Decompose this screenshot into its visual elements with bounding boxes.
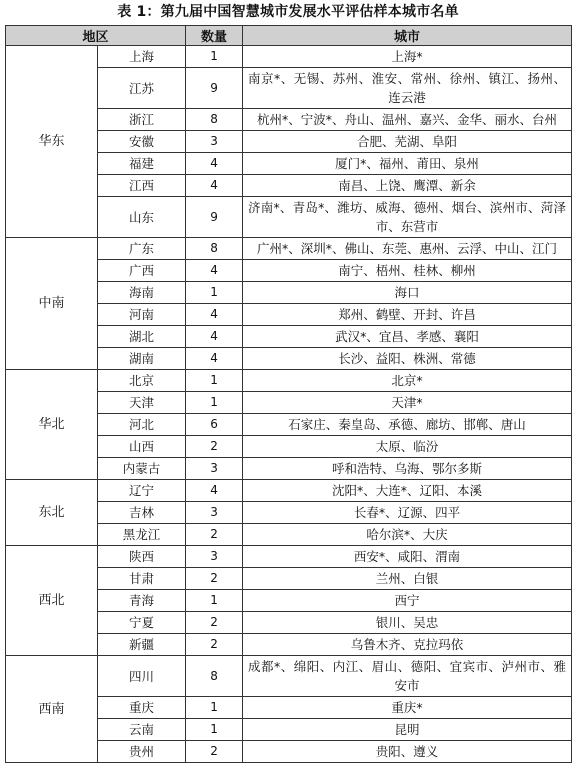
cities-cell: 哈尔滨*、大庆 [243,524,572,546]
cities-cell: 长春*、辽源、四平 [243,502,572,524]
header-region: 地区 [6,26,186,46]
region-cell: 华东 [6,46,98,238]
table-title: 表 1：第九届中国智慧城市发展水平评估样本城市名单 [117,4,459,20]
cities-cell: 石家庄、秦皇岛、承德、廊坊、邯郸、唐山 [243,414,572,436]
count-cell: 1 [186,282,243,304]
cities-cell: 贵阳、遵义 [243,741,572,763]
province-cell: 黑龙江 [98,524,186,546]
count-cell: 3 [186,458,243,480]
province-cell: 湖南 [98,348,186,370]
cities-cell: 银川、吴忠 [243,612,572,634]
table-row [6,656,572,697]
region-cell: 中南 [6,238,98,370]
cities-cell: 昆明 [243,719,572,741]
count-cell: 6 [186,414,243,436]
cities-cell: 乌鲁木齐、克拉玛依 [243,634,572,656]
province-cell: 安徽 [98,131,186,153]
province-cell: 山西 [98,436,186,458]
count-cell: 4 [186,175,243,197]
province-cell: 四川 [98,656,186,697]
table-header-row [6,26,572,46]
count-cell: 2 [186,634,243,656]
cities-cell: 海口 [243,282,572,304]
cities-cell: 兰州、白银 [243,568,572,590]
table-row [6,370,572,392]
table-row [6,546,572,568]
province-cell: 浙江 [98,109,186,131]
province-cell: 湖北 [98,326,186,348]
count-cell: 2 [186,612,243,634]
province-cell: 广西 [98,260,186,282]
province-cell: 河北 [98,414,186,436]
province-cell: 新疆 [98,634,186,656]
count-cell: 2 [186,524,243,546]
province-cell: 上海 [98,46,186,68]
count-cell: 4 [186,304,243,326]
cities-cell: 武汉*、宜昌、孝感、襄阳 [243,326,572,348]
province-cell: 宁夏 [98,612,186,634]
count-cell: 2 [186,741,243,763]
count-cell: 8 [186,109,243,131]
table-body [6,46,572,763]
city-list-table [5,25,572,763]
cities-cell: 广州*、深圳*、佛山、东莞、惠州、云浮、中山、江门 [243,238,572,260]
cities-cell: 呼和浩特、乌海、鄂尔多斯 [243,458,572,480]
cities-cell: 沈阳*、大连*、辽阳、本溪 [243,480,572,502]
header-count: 数量 [186,26,243,46]
province-cell: 青海 [98,590,186,612]
province-cell: 江西 [98,175,186,197]
table-row [6,480,572,502]
cities-cell: 天津* [243,392,572,414]
count-cell: 1 [186,392,243,414]
province-cell: 重庆 [98,697,186,719]
cities-cell: 厦门*、福州、莆田、泉州 [243,153,572,175]
cities-cell: 成都*、绵阳、内江、眉山、德阳、宜宾市、泸州市、雅安市 [243,656,572,697]
cities-cell: 西宁 [243,590,572,612]
count-cell: 3 [186,546,243,568]
region-cell: 华北 [6,370,98,480]
cities-cell: 南宁、梧州、桂林、柳州 [243,260,572,282]
count-cell: 4 [186,480,243,502]
count-cell: 2 [186,568,243,590]
cities-cell: 南昌、上饶、鹰潭、新余 [243,175,572,197]
count-cell: 1 [186,46,243,68]
count-cell: 1 [186,697,243,719]
table-row [6,238,572,260]
cities-cell: 西安*、咸阳、渭南 [243,546,572,568]
province-cell: 海南 [98,282,186,304]
cities-cell: 杭州*、宁波*、舟山、温州、嘉兴、金华、丽水、台州 [243,109,572,131]
region-cell: 西北 [6,546,98,656]
count-cell: 1 [186,370,243,392]
province-cell: 福建 [98,153,186,175]
province-cell: 天津 [98,392,186,414]
count-cell: 4 [186,348,243,370]
cities-cell: 长沙、益阳、株洲、常德 [243,348,572,370]
count-cell: 9 [186,197,243,238]
province-cell: 吉林 [98,502,186,524]
province-cell: 贵州 [98,741,186,763]
province-cell: 河南 [98,304,186,326]
cities-cell: 重庆* [243,697,572,719]
province-cell: 甘肃 [98,568,186,590]
province-cell: 北京 [98,370,186,392]
count-cell: 2 [186,436,243,458]
province-cell: 陕西 [98,546,186,568]
count-cell: 4 [186,153,243,175]
province-cell: 辽宁 [98,480,186,502]
count-cell: 4 [186,326,243,348]
province-cell: 云南 [98,719,186,741]
header-cities: 城市 [243,26,572,46]
province-cell: 广东 [98,238,186,260]
count-cell: 3 [186,131,243,153]
count-cell: 1 [186,719,243,741]
cities-cell: 合肥、芜湖、阜阳 [243,131,572,153]
cities-cell: 济南*、青岛*、潍坊、威海、德州、烟台、滨州市、菏泽市、东营市 [243,197,572,238]
province-cell: 江苏 [98,68,186,109]
cities-cell: 南京*、无锡、苏州、淮安、常州、徐州、镇江、扬州、连云港 [243,68,572,109]
cities-cell: 太原、临汾 [243,436,572,458]
province-cell: 内蒙古 [98,458,186,480]
count-cell: 8 [186,238,243,260]
cities-cell: 北京* [243,370,572,392]
region-cell: 西南 [6,656,98,763]
count-cell: 1 [186,590,243,612]
count-cell: 9 [186,68,243,109]
province-cell: 山东 [98,197,186,238]
count-cell: 3 [186,502,243,524]
cities-cell: 郑州、鹤壁、开封、许昌 [243,304,572,326]
table-row [6,46,572,68]
cities-cell: 上海* [243,46,572,68]
region-cell: 东北 [6,480,98,546]
count-cell: 8 [186,656,243,697]
count-cell: 4 [186,260,243,282]
